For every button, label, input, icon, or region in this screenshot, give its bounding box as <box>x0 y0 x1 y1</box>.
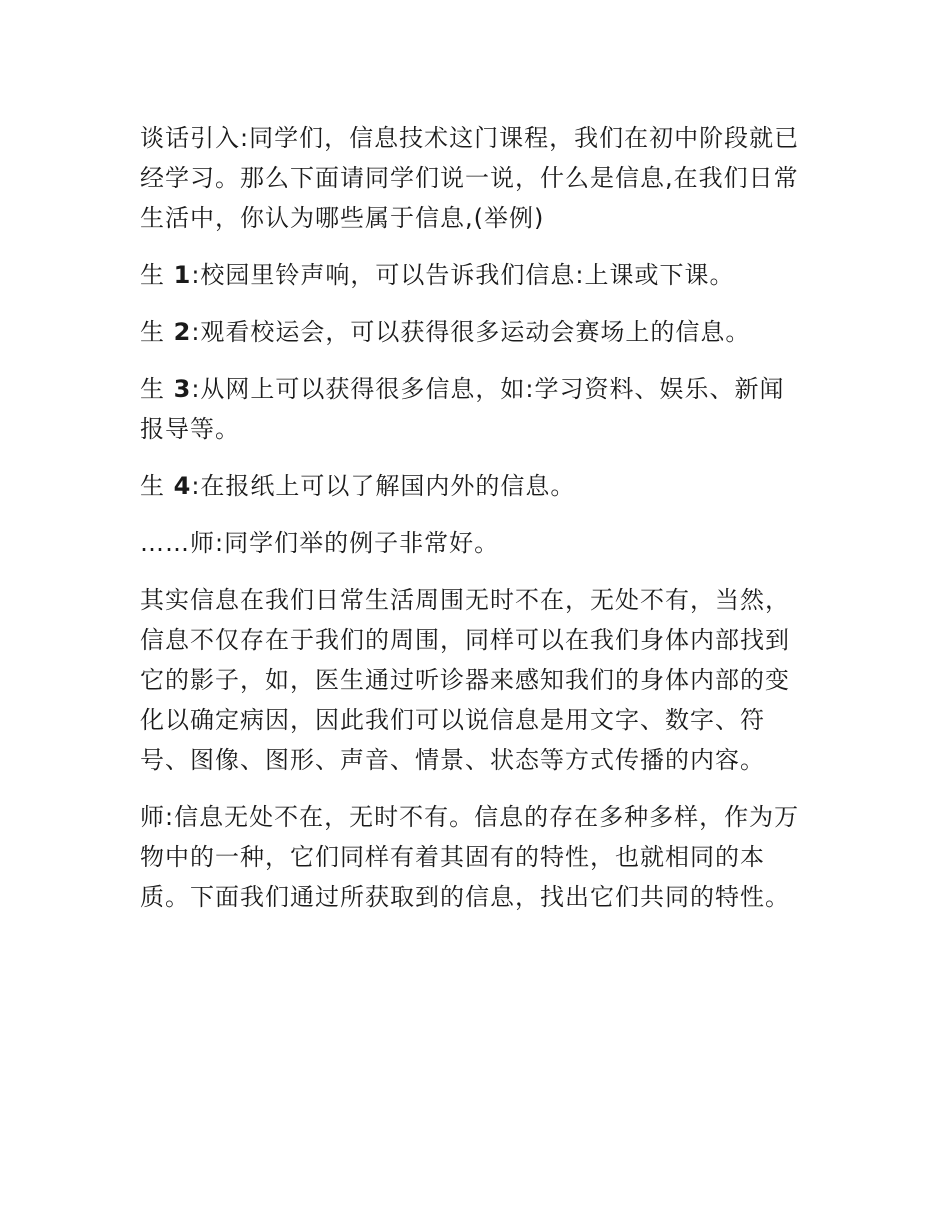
student-number: 2 <box>173 318 192 346</box>
student-2-paragraph <box>140 312 805 352</box>
student-label: 生 <box>140 261 174 289</box>
student-answer: :校园里铃声响，可以告诉我们信息:上课或下课。 <box>191 261 735 289</box>
student-answer: :观看校运会，可以获得很多运动会赛场上的信息。 <box>191 318 751 346</box>
information-definition-paragraph: 其实信息在我们日常生活周围无时不在，无处不有，当然，信息不仅存在于我们的周围，同样可以在我们身体内部找到它的影子，如，医生通过听诊器来感知我们的身体内部的变化以确定病因，因此我们可以说信息是用文字、数字、符号、图像、图形、声音、情景、状态等方式传播的内容。 <box>140 586 790 774</box>
student-label: 生 <box>140 318 174 346</box>
intro-paragraph: 谈话引入:同学们，信息技术这门课程，我们在初中阶段就已经学习。那么下面请同学们说一说，什么是信息,在我们日常生活中，你认为哪些属于信息,(举例) <box>140 124 800 232</box>
student-number: 1 <box>173 261 192 289</box>
student-1-paragraph <box>140 255 805 295</box>
teacher-summary-paragraph: 师:信息无处不在，无时不有。信息的存在多种多样，作为万物中的一种，它们同样有着其固有的特性，也就相同的本质。下面我们通过所获取到的信息，找出它们共同的特性。 <box>140 803 800 911</box>
student-4-paragraph <box>140 466 805 506</box>
student-answer: :从网上可以获得很多信息，如:学习资料、娱乐、新闻报导等。 <box>140 375 785 443</box>
teacher-comment-paragraph: ……师:同学们举的例子非常好。 <box>140 529 500 557</box>
student-label: 生 <box>140 375 174 403</box>
student-3-paragraph <box>140 369 805 449</box>
student-number: 4 <box>173 472 192 500</box>
document-page <box>140 118 805 934</box>
student-label: 生 <box>140 472 174 500</box>
student-number: 3 <box>173 375 192 403</box>
student-answer: :在报纸上可以了解国内外的信息。 <box>191 472 576 500</box>
